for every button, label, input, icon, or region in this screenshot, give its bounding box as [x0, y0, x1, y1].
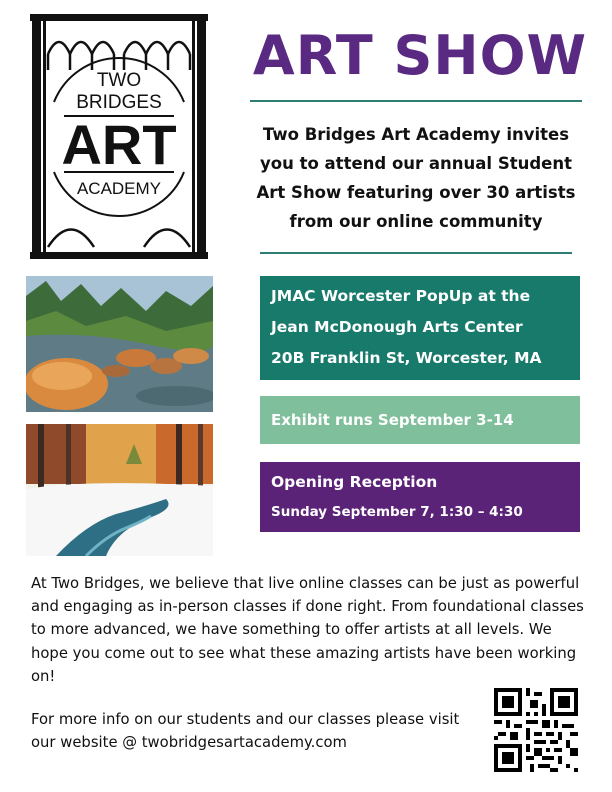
two-bridges-logo [26, 12, 212, 262]
qr-code[interactable] [494, 688, 578, 772]
logo-text-two: TWO [96, 70, 142, 91]
website-info: For more info on our students and our classes please visit our website @ twobridgesartacademy.com [31, 711, 460, 752]
painting-winter-stream [26, 424, 213, 556]
logo-text-academy: ACADEMY [76, 179, 162, 198]
venue-line-2: Jean McDonough Arts Center [271, 318, 523, 336]
logo-text-art: ART [61, 113, 177, 176]
page-title: ART SHOW [252, 24, 588, 87]
venue-line-1: JMAC Worcester PopUp at the [271, 287, 531, 305]
logo-text-bridges: BRIDGES [76, 92, 162, 113]
intro-text: Two Bridges Art Academy invites you to attend our annual Student Art Show featuring over 30 artists from our online community [256, 125, 576, 231]
painting-river-rocks [26, 276, 213, 412]
reception-box [260, 462, 580, 532]
divider-bottom [260, 252, 572, 254]
description-paragraph: At Two Bridges, we believe that live online classes can be just as powerful and engaging as in-person classes if done right. From foundational classes to more advanced, we have something to offer artists at all levels. We hope you come out to see what these amazing artists have been working on! [31, 575, 584, 685]
venue-line-3: 20B Franklin St, Worcester, MA [271, 349, 542, 367]
reception-time: Sunday September 7, 1:30 – 4:30 [271, 504, 523, 520]
exhibit-dates-box: Exhibit runs September 3-14 [260, 396, 580, 444]
venue-box [260, 276, 580, 380]
reception-heading: Opening Reception [271, 473, 438, 491]
divider-top [250, 100, 582, 102]
